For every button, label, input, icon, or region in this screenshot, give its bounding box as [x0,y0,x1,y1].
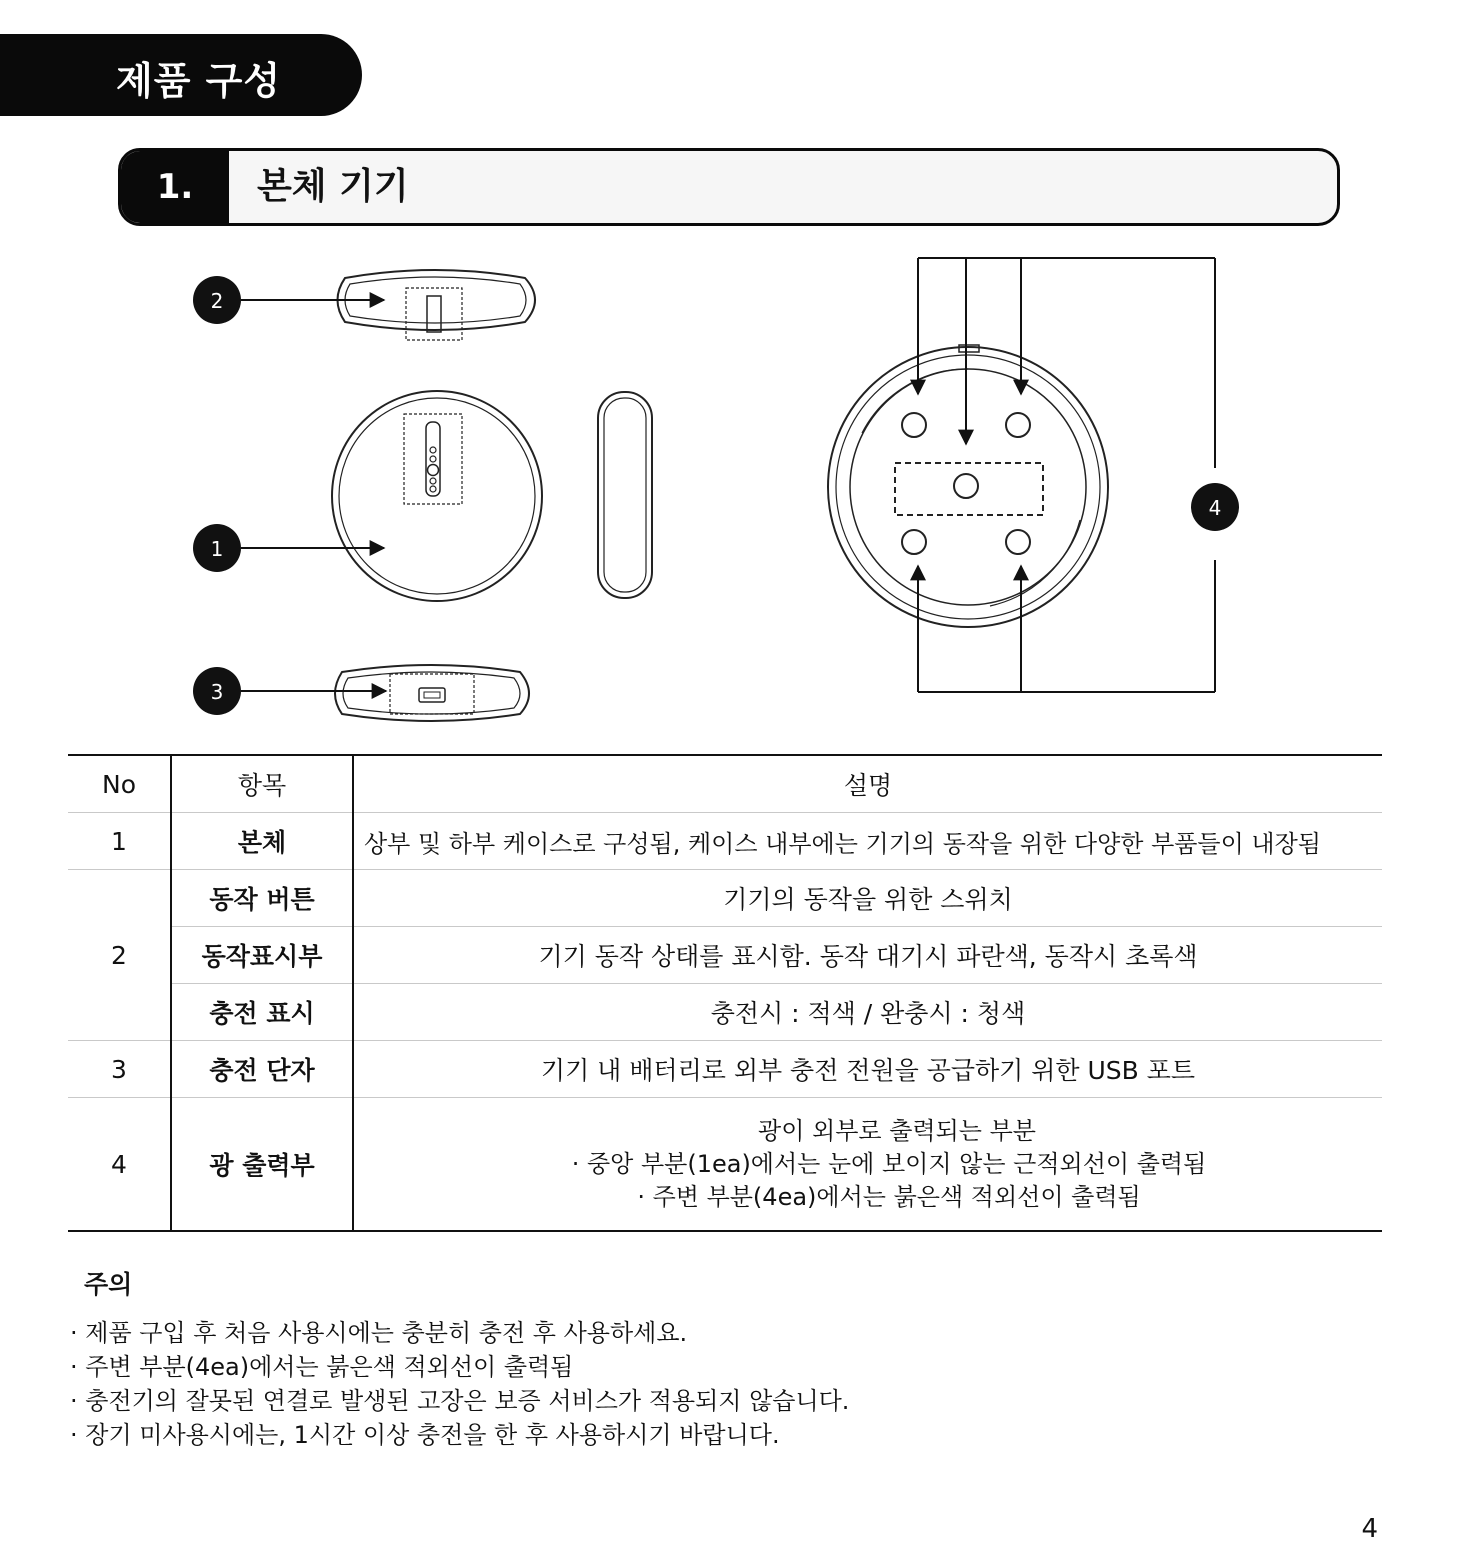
chapter-title: 제품 구성 [116,59,282,103]
section-header [118,148,1340,226]
device-front-view [332,391,542,601]
row-no: 3 [68,1041,171,1098]
callout-3 [193,667,386,715]
description-line: · 주변 부분(4ea)에서는 붉은색 적외선이 출력됨 [637,1182,1141,1211]
caution-notes [70,1268,849,1452]
section-title: 본체 기기 [257,166,409,207]
callout-2-label: 2 [210,289,224,313]
row-item: 충전 표시 [171,984,353,1041]
table-row [68,870,1382,927]
table-row [68,984,1382,1041]
device-back-view [828,345,1108,627]
column-header-description: 설명 [353,755,1382,813]
caution-item: · 제품 구입 후 처음 사용시에는 충분히 충전 후 사용하세요. [70,1319,688,1347]
section-number: 1. [121,151,229,223]
row-no: 1 [68,813,171,870]
table-header-row [68,755,1382,813]
row-description: 기기 동작 상태를 표시함. 동작 대기시 파란색, 동작시 초록색 [353,927,1382,984]
callout-1 [193,524,384,572]
caution-item: · 충전기의 잘못된 연결로 발생된 고장은 보증 서비스가 적용되지 않습니다. [70,1387,850,1415]
row-description: 기기의 동작을 위한 스위치 [353,870,1382,927]
callout-3-label: 3 [210,680,224,704]
description-title: 광이 외부로 출력되는 부분 [758,1116,1036,1145]
table-row [68,1098,1382,1232]
page-number: 4 [1361,1514,1378,1544]
device-top-view [338,270,536,340]
callout-4-label: 4 [1208,496,1222,520]
table-row [68,1041,1382,1098]
device-diagram [0,240,1466,740]
row-item: 동작 버튼 [171,870,353,927]
device-bottom-view [335,665,529,721]
row-no: 4 [68,1098,171,1232]
row-item: 광 출력부 [171,1098,353,1232]
row-item: 충전 단자 [171,1041,353,1098]
caution-title: 주의 [84,1270,133,1299]
table-row [68,813,1382,870]
row-description: 충전시 : 적색 / 완충시 : 청색 [353,984,1382,1041]
chapter-header [0,34,362,116]
caution-item: · 장기 미사용시에는, 1시간 이상 충전을 한 후 사용하시기 바랍니다. [70,1421,780,1449]
column-header-item: 항목 [171,755,353,813]
component-table [68,754,1382,1232]
description-line: · 중앙 부분(1ea)에서는 눈에 보이지 않는 근적외선이 출력됨 [571,1149,1207,1178]
row-description: 상부 및 하부 케이스로 구성됨, 케이스 내부에는 기기의 동작을 위한 다양한 부품들이 내장됨 [353,813,1382,870]
row-item: 동작표시부 [171,927,353,984]
row-description [353,1098,1382,1232]
caution-item: · 주변 부분(4ea)에서는 붉은색 적외선이 출력됨 [70,1353,574,1381]
row-description: 기기 내 배터리로 외부 충전 전원을 공급하기 위한 USB 포트 [353,1041,1382,1098]
row-item: 본체 [171,813,353,870]
callout-4 [1191,483,1239,531]
row-no: 2 [68,870,171,1041]
callout-1-label: 1 [210,537,224,561]
table-row [68,927,1382,984]
column-header-no: No [68,755,171,813]
device-side-view [598,392,652,598]
